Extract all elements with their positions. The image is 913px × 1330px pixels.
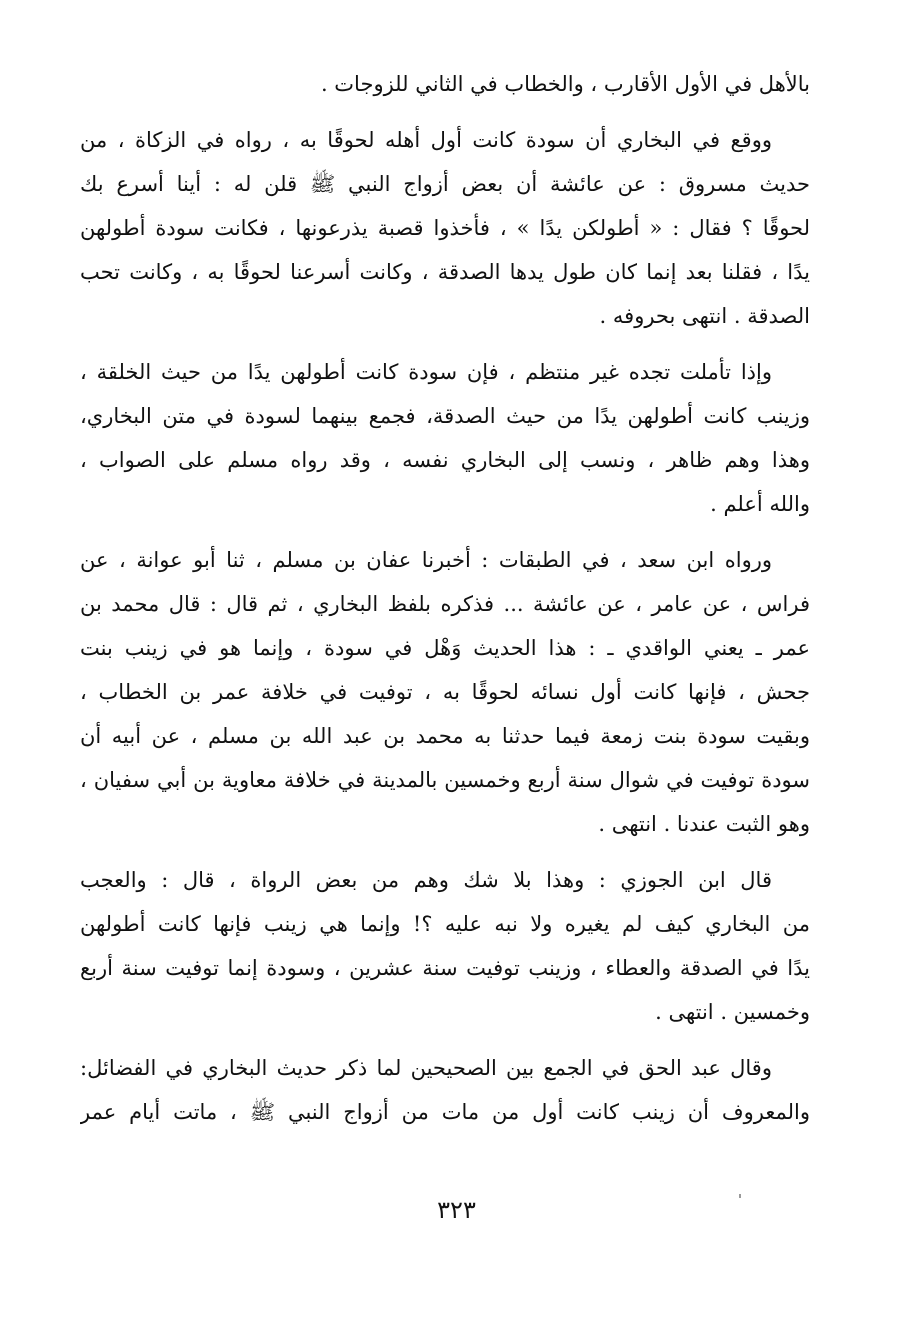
text-line: والمعروف أن زينب كانت أول من مات من أزواج النبي ﷺ ، ماتت أيام عمر <box>80 1100 810 1124</box>
paragraph-2 <box>80 118 810 338</box>
paragraph-gap <box>80 1034 810 1046</box>
paragraph-6 <box>80 1046 810 1134</box>
text-line: سودة توفيت في شوال سنة أربع وخمسين بالمدينة في خلافة معاوية بن أبي سفيان ، <box>80 768 810 792</box>
paragraph-3 <box>80 350 810 526</box>
paragraph-5 <box>80 858 810 1034</box>
text-line: وقال عبد الحق في الجمع بين الصحيحين لما ذكر حديث البخاري في الفضائل: <box>80 1056 772 1080</box>
page-number: ٣٢٣ <box>437 1196 476 1224</box>
text-line: الصدقة . انتهى بحروفه . <box>599 304 810 328</box>
text-line: وخمسين . انتهى . <box>655 1000 810 1024</box>
text-line: ورواه ابن سعد ، في الطبقات : أخبرنا عفان بن مسلم ، ثنا أبو عوانة ، عن <box>80 548 772 572</box>
text-line: قال ابن الجوزي : وهذا بلا شك وهم من بعض الرواة ، قال : والعجب <box>80 868 772 892</box>
text-line: يدًا في الصدقة والعطاء ، وزينب توفيت سنة عشرين ، وسودة إنما توفيت سنة أربع <box>80 956 810 980</box>
text-line: بالأهل في الأول الأقارب ، والخطاب في الثاني للزوجات . <box>320 72 810 96</box>
text-line: جحش ، فإنها كانت أول نسائه لحوقًا به ، توفيت في خلافة عمر بن الخطاب ، <box>80 680 810 704</box>
text-line: لحوقًا ؟ فقال : « أطولكن يدًا » ، فأخذوا قصبة يذرعونها ، فكانت سودة أطولهن <box>80 216 810 240</box>
text-line: وهذا وهم ظاهر ، ونسب إلى البخاري نفسه ، وقد رواه مسلم على الصواب ، <box>80 448 810 472</box>
text-line: عمر ـ يعني الواقدي ـ : هذا الحديث وَهْل في سودة ، وإنما هو في زينب بنت <box>80 636 810 660</box>
paragraph-gap <box>80 106 810 118</box>
text-line: ووقع في البخاري أن سودة كانت أول أهله لحوقًا به ، رواه في الزكاة ، من <box>80 128 772 152</box>
paragraph-gap <box>80 526 810 538</box>
text-line: وبقيت سودة بنت زمعة فيما حدثنا به محمد بن عبد الله بن مسلم ، عن أبيه أن <box>80 724 810 748</box>
page-body <box>80 62 810 1134</box>
paragraph-4 <box>80 538 810 846</box>
paragraph-1 <box>80 62 810 106</box>
text-line: فراس ، عن عامر ، عن عائشة ... فذكره بلفظ البخاري ، ثم قال : قال محمد بن <box>80 592 810 616</box>
text-line: وزينب كانت أطولهن يدًا من حيث الصدقة، فجمع بينهما لسودة في متن البخاري، <box>80 404 810 428</box>
text-line: وهو الثبت عندنا . انتهى . <box>598 812 810 836</box>
paragraph-gap <box>80 846 810 858</box>
text-line: يدًا ، فقلنا بعد إنما كان طول يدها الصدقة ، وكانت أسرعنا لحوقًا به ، وكانت تحب <box>80 260 810 284</box>
text-line: حديث مسروق : عن عائشة أن بعض أزواج النبي ﷺ قلن له : أينا أسرع بك <box>80 172 810 196</box>
text-line: من البخاري كيف لم يغيره ولا نبه عليه ؟! وإنما هي زينب فإنها كانت أطولهن <box>80 912 810 936</box>
text-line: وإذا تأملت تجده غير منتظم ، فإن سودة كانت أطولهن يدًا من حيث الخلقة ، <box>80 360 772 384</box>
paragraph-gap <box>80 338 810 350</box>
text-line: والله أعلم . <box>710 492 810 516</box>
